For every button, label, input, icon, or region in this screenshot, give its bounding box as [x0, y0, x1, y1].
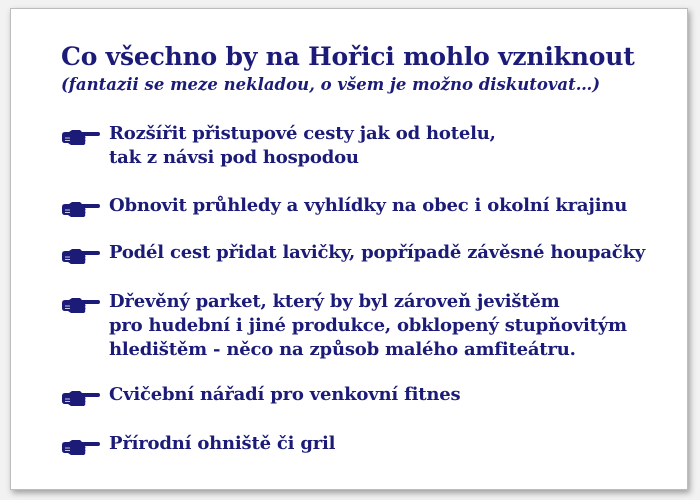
list-item-text: Dřevěný parket, který by byl zároveň jevištěm pro hudební i jiné produkce, obklopený stupňovitým hledištěm - něco na způsob malého amfiteátru. [109, 291, 627, 360]
pointing-hand-icon [61, 438, 101, 458]
page-subtitle: (fantazii se meze nekladou, o všem je možno diskutovat…) [61, 75, 601, 94]
list-item-text: Cvičební nářadí pro venkovní fitnes [109, 384, 461, 405]
list-item-text: Podél cest přidat lavičky, popřípadě závěsné houpačky [109, 242, 646, 263]
list-item-text: Rozšířit přistupové cesty jak od hotelu, tak z návsi pod hospodou [109, 123, 496, 168]
pointing-hand-icon [61, 200, 101, 220]
pointing-hand-icon [61, 296, 101, 316]
list-item-text: Přírodní ohniště či gril [109, 433, 336, 454]
pointing-hand-icon [61, 389, 101, 409]
pointing-hand-icon [61, 128, 101, 148]
slide-card [10, 8, 688, 490]
pointing-hand-icon [61, 247, 101, 267]
list-item-text: Obnovit průhledy a vyhlídky na obec i okolní krajinu [109, 195, 628, 216]
page-title: Co všechno by na Hořici mohlo vzniknout [61, 42, 635, 71]
